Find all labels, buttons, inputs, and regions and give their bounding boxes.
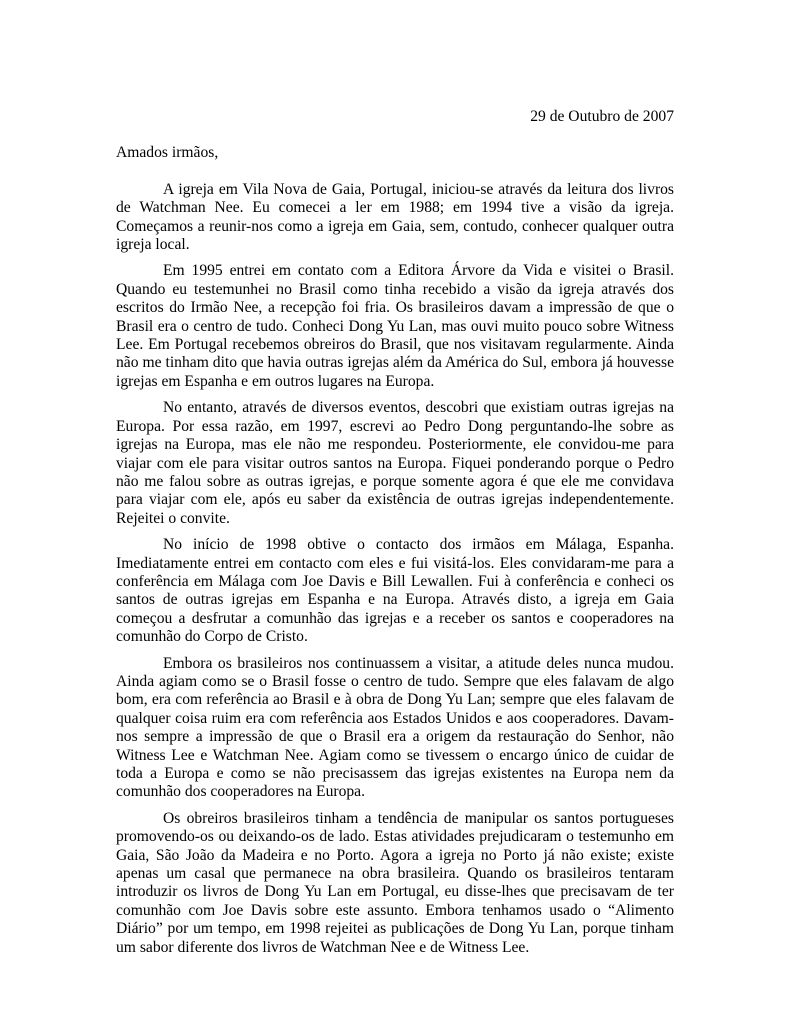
paragraph-5: Embora os brasileiros nos continuassem a visitar, a atitude deles nunca mudou. Ainda agiam como se o Brasil fosse o centro de tudo. Sempre que eles falavam de algo bom, era com referência ao Brasil e à obra de Dong Yu Lan; sempre que eles falavam de qualquer coisa ruim era com referência aos Estados Unidos e aos cooperadores. Davam-nos sempre a impressão de que o Brasil era a origem da restauração do Senhor, não Witness Lee e Watchman Nee. Agiam como se tivessem o encargo único de cuidar de toda a Europa e como se não precisassem das igrejas existentes na Europa nem da comunhão dos cooperadores na Europa. xyxy=(116,654,674,801)
paragraph-2: Em 1995 entrei em contato com a Editora Árvore da Vida e visitei o Brasil. Quando eu testemunhei no Brasil como tinha recebido a visão da igreja através dos escritos do Irmão Nee, a recepção foi fria. Os brasileiros davam a impressão de que o Brasil era o centro de tudo. Conheci Dong Yu Lan, mas ouvi muito pouco sobre Witness Lee. Em Portugal recebemos obreiros do Brasil, que nos visitavam regularmente. Ainda não me tinham dito que havia outras igrejas além da América do Sul, embora já houvesse igrejas em Espanha e em outros lugares na Europa. xyxy=(116,262,674,390)
paragraph-3: No entanto, através de diversos eventos, descobri que existiam outras igrejas na Europa. Por essa razão, em 1997, escrevi ao Pedro Dong perguntando-lhe sobre as igrejas na Europa, mas ele não me respondeu. Posteriormente, ele convidou-me para viajar com ele para visitar outros santos na Europa. Fiquei ponderando porque o Pedro não me falou sobre as outras igrejas, e porque somente agora é que ele me convidava para viajar com ele, após eu saber da existência de outras igrejas independentemente. Rejeitei o convite. xyxy=(116,399,674,527)
paragraph-1: A igreja em Vila Nova de Gaia, Portugal, iniciou-se através da leitura dos livros de Watchman Nee. Eu comecei a ler em 1988; em 1994 tive a visão da igreja. Começamos a reunir-nos como a igreja em Gaia, sem, contudo, conhecer qualquer outra igreja local. xyxy=(116,180,674,254)
letter-date: 29 de Outubro de 2007 xyxy=(530,108,674,125)
paragraph-6: Os obreiros brasileiros tinham a tendência de manipular os santos portugueses promovendo-os ou deixando-os de lado. Estas atividades prejudicaram o testemunho em Gaia, São João da Madeira e no Porto. Agora a igreja no Porto já não existe; existe apenas um casal que permanece na obra brasileira. Quando os brasileiros tentaram introduzir os livros de Dong Yu Lan em Portugal, eu disse-lhes que precisavam de ter comunhão com Joe Davis sobre este assunto. Embora tenhamos usado o “Alimento Diário” por um tempo, em 1998 rejeitei as publicações de Dong Yu Lan, porque tinham um sabor diferente dos livros de Watchman Nee e de Witness Lee. xyxy=(116,809,674,956)
letter-salutation: Amados irmãos, xyxy=(116,144,219,162)
letter-page xyxy=(116,108,674,965)
paragraph-4: No início de 1998 obtive o contacto dos irmãos em Málaga, Espanha. Imediatamente entrei em contacto com eles e fui visitá-los. Eles convidaram-me para a conferência em Málaga com Joe Davis e Bill Lewallen. Fui à conferência e conheci os santos de outras igrejas em Espanha e na Europa. Através disto, a igreja em Gaia começou a desfrutar a comunhão das igrejas e a receber os santos e cooperadores na comunhão do Corpo de Cristo. xyxy=(116,536,674,646)
